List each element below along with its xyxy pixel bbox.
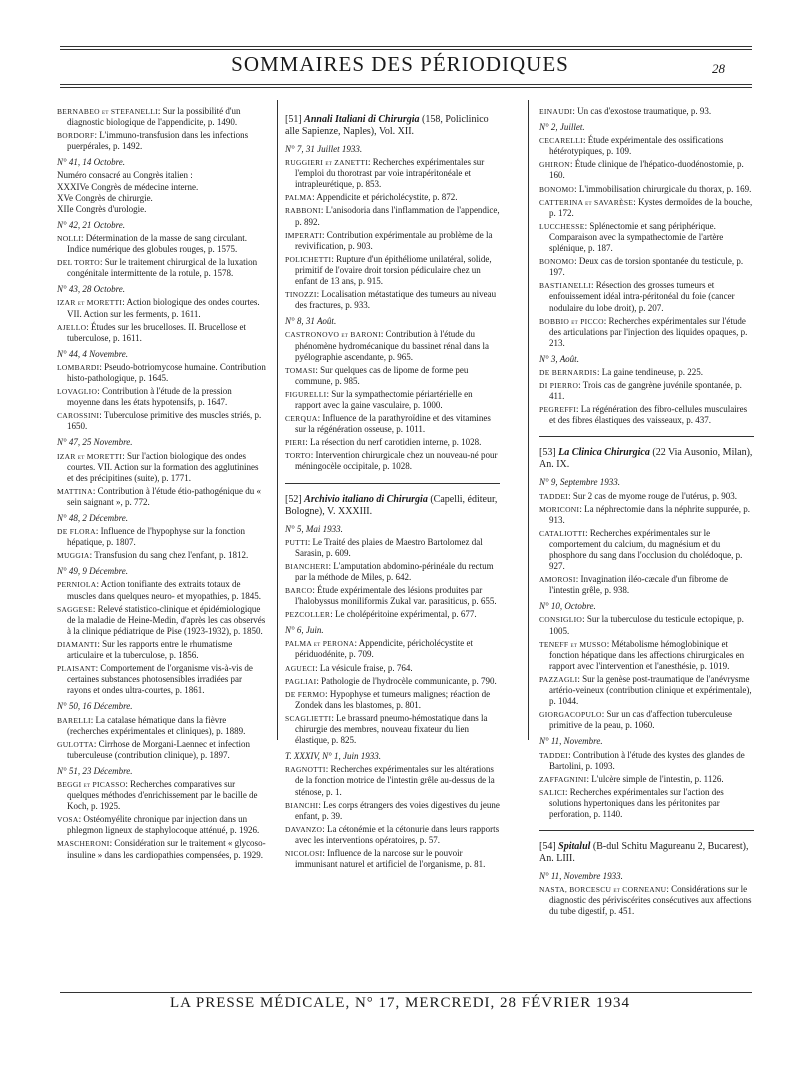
article-entry <box>539 639 754 672</box>
article-entry <box>285 609 500 620</box>
article-entry <box>539 614 754 636</box>
issue-heading: N° 6, Juin. <box>285 625 324 636</box>
article-title: : Ostéomyélite chronique par injection dans un phlegmon ligneux de staphylocoque atténué, p. 1926. <box>67 814 260 836</box>
article-title: : L'ulcère simple de l'intestin, p. 1126. <box>586 773 724 784</box>
article-title: : Étude clinique de l'hépatico-duodénostomie, p. 160. <box>549 159 744 181</box>
article-entry <box>57 639 267 661</box>
issue-heading: N° 3, Août. <box>539 353 579 364</box>
journal-name: Archivio italiano di Chirurgia <box>304 493 428 505</box>
article-author: PIERI <box>285 438 306 448</box>
article-entry <box>285 389 500 411</box>
journal-details: (22 Via Ausonio, Milan), An. IX. <box>539 447 753 471</box>
article-author: AJELLO <box>57 322 87 332</box>
article-entry <box>285 585 500 607</box>
article-title: : L'immobilisation chirurgicale du thorax, p. 169. <box>574 183 752 194</box>
issue-heading: N° 9, Septembre 1933. <box>539 477 621 488</box>
article-entry <box>285 365 500 387</box>
article-title: : Appendicite et péricholécystite, p. 872. <box>312 192 458 203</box>
article-author: BIANCHERI <box>285 561 329 571</box>
article-entry <box>539 709 754 731</box>
article-author: LUCCHESSE <box>539 221 585 231</box>
article-title: : La vésicule fraise, p. 764. <box>315 662 413 673</box>
article-entry <box>57 604 267 637</box>
article-author: ZAFFAGNINI <box>539 774 587 784</box>
article-author: GIORGACOPULO <box>539 710 602 720</box>
article-title: : Sur la genèse post-traumatique de l'anévrysme artério-veineux (contribution clinique et expérimentale), p. 1044. <box>549 673 752 707</box>
article-title: : L'immuno-transfusion dans les infections puerpérales, p. 1492. <box>67 130 249 152</box>
article-author: EINAUDI <box>539 107 573 116</box>
issue-heading: T. XXXIV, N° 1, Juin 1933. <box>285 751 382 762</box>
article-author: BIANCHI <box>285 800 319 810</box>
journal-name: Annali Italiani di Chirurgia <box>304 114 420 125</box>
issue-heading: N° 49, 9 Décembre. <box>57 566 128 577</box>
article-title: : Un cas d'exostose traumatique, p. 93. <box>572 106 712 116</box>
article-entry <box>285 230 500 252</box>
article-author: FIGURELLI <box>285 389 327 399</box>
section-separator <box>539 436 754 437</box>
article-entry <box>285 676 500 687</box>
article-entry <box>285 289 500 311</box>
article-title: : Influence de la narcose sur le pouvoir immunisant naturel et artificiel de l'organisme, p. 81. <box>295 847 486 870</box>
journal-heading <box>539 447 754 471</box>
article-author: PALMA <box>285 193 313 203</box>
article-entry <box>57 130 267 152</box>
article-title: : Contribution à l'étude des kystes des glandes de Bartolini, p. 1093. <box>549 749 745 771</box>
article-title: : Détermination de la masse de sang circulant. Indice numérique des globules rouges, p. 1575. <box>67 232 247 255</box>
journal-heading <box>539 841 754 865</box>
journal-number: [53] <box>539 447 559 459</box>
issue-heading: N° 8, 31 Août. <box>285 316 337 327</box>
article-title: : Deux cas de torsion spontanée du testicule, p. 197. <box>549 256 744 278</box>
article-author: PUTTI <box>285 537 308 547</box>
journal-heading <box>285 494 500 518</box>
article-title: : Recherches expérimentales sur l'action des solutions hypertoniques dans les péritonites par perforation, p. 1140. <box>549 786 724 819</box>
article-author: PLAISANT <box>57 664 96 674</box>
article-entry <box>57 663 267 696</box>
article-author: DE FERMO <box>285 689 326 699</box>
article-author: NOLLI <box>57 233 81 243</box>
article-title: : Recherches comparatives sur quelques méthodes d'enrichissement par le bacille de Koch, p. 1925. <box>67 778 258 812</box>
article-entry <box>539 504 754 526</box>
article-entry <box>57 451 267 484</box>
article-title: : Influence de l'hypophyse sur la fonction hépatique, p. 1807. <box>67 526 245 548</box>
article-title: : Kystes dermoïdes de la bouche, p. 172. <box>549 196 753 218</box>
article-title: : La cétonémie et la cétonurie dans leurs rapports avec les interventions opératoires, p. 57. <box>295 823 500 845</box>
article-author: DI PIERRO <box>539 381 579 391</box>
article-title: : Sur quelques cas de lipome de forme peu commune, p. 985. <box>295 364 469 386</box>
article-title: : Considérations sur le diagnostic des périviscérites consécutives aux affections du tube digestif, p. 451. <box>549 884 752 917</box>
article-entry <box>539 404 754 426</box>
article-author: AMOROSI <box>539 575 576 585</box>
article-entry <box>539 774 754 785</box>
article-entry <box>285 192 500 203</box>
article-entry <box>539 380 754 402</box>
article-entry <box>285 800 500 822</box>
article-title: : Sur la tuberculose du testicule ectopique, p. 1005. <box>549 614 744 636</box>
top-rule-inner <box>60 49 752 50</box>
issue-heading: N° 44, 4 Novembre. <box>57 348 129 359</box>
article-author: CECARELLI <box>539 136 583 146</box>
article-title: : La catalase hématique dans la fièvre (recherches expérimentales et cliniques), p. 1889. <box>67 714 246 736</box>
section-separator <box>539 830 754 831</box>
article-author: CATALIOTTI <box>539 528 586 538</box>
article-entry <box>57 550 267 561</box>
article-entry <box>285 713 500 746</box>
article-author: TENEFF et MUSSO <box>539 639 607 649</box>
article-entry <box>57 362 267 384</box>
article-author: DE FLORA <box>57 527 96 537</box>
article-entry <box>539 574 754 596</box>
article-author: RUGGIERI et ZANETTI <box>285 158 369 168</box>
article-title: : Contribution à l'étude de la pression moyenne dans les états hypotensifs, p. 1647. <box>67 386 232 408</box>
article-title: : Splénectomie et sang périphérique. Comparaison avec la sympathectomie de l'artère splénique, p. 187. <box>549 220 724 254</box>
article-author: CERQUA <box>285 414 318 424</box>
article-title: : Contribution à l'étude étio-pathogénique du « sein saignant », p. 772. <box>67 485 261 507</box>
article-entry <box>57 297 267 319</box>
article-entry <box>57 779 267 812</box>
article-author: GULOTTA <box>57 739 94 749</box>
article-title: : Étude expérimentale des lésions produites par l'halobyssus moniliformis Zukal var. parasiticus, p. 655. <box>295 585 497 607</box>
journal-details: (Capelli, éditeur, Bologne), V. XXXIII. <box>285 493 498 517</box>
article-author: MUGGIA <box>57 551 90 561</box>
article-entry <box>285 824 500 846</box>
article-author: POLICHETTI <box>285 254 332 264</box>
article-author: TADDEI <box>539 750 569 760</box>
journal-number: [54] <box>539 841 559 853</box>
article-entry <box>285 764 500 797</box>
top-rule <box>60 46 752 47</box>
issue-heading: N° 43, 28 Octobre. <box>57 284 126 295</box>
article-title: : Le Traité des plaies de Maestro Bartolomez dal Sarasin, p. 609. <box>295 536 483 558</box>
issue-heading: N° 50, 16 Décembre. <box>57 701 133 712</box>
article-entry <box>285 663 500 674</box>
article-title: : Rupture d'un épithéliome unilatéral, solide, primitif de l'ovaire droit torsion pédiculaire chez un enfant de 13 ans, p. 915. <box>295 253 492 287</box>
page-title: SOMMAIRES DES PÉRIODIQUES <box>231 52 569 76</box>
article-author: MATTINA <box>57 486 93 496</box>
title-rule <box>60 84 752 85</box>
page-footer: LA PRESSE MÉDICALE, N° 17, MERCREDI, 28 FÉVRIER 1934 <box>169 995 631 1011</box>
article-title: : La résection du nerf carotidien interne, p. 1028. <box>305 437 482 448</box>
footer-rule <box>60 992 752 993</box>
article-author: TINOZZI <box>285 290 317 300</box>
article-title: : Relevé statistico-clinique et épidémiologique de la maladie de Heine-Medin, d'après les cas observés à la clinique pédiatrique de Pise (1923-1932), p. 1850. <box>67 603 266 636</box>
article-author: PERNIOLA <box>57 580 97 590</box>
article-author: BOBBIO et PICCO <box>539 316 604 326</box>
article-author: BERNABEO et STEFANELLI <box>57 107 158 116</box>
article-author: BASTIANELLI <box>539 281 592 291</box>
article-author: DE BERNARDIS <box>539 367 597 377</box>
article-entry <box>285 205 500 227</box>
article-author: AGUECI <box>285 663 316 673</box>
article-author: IMPERATI <box>285 230 322 240</box>
article-entry <box>57 257 267 279</box>
journal-heading <box>285 114 500 138</box>
article-author: BONOMO <box>539 257 575 267</box>
title-rule-inner <box>60 87 752 88</box>
article-author: PAGLIAI <box>285 676 317 686</box>
article-entry <box>539 256 754 278</box>
article-title: : Tuberculose primitive des muscles striés, p. 1650. <box>67 410 262 432</box>
article-title: : Localisation métastatique des tumeurs au niveau des fractures, p. 933. <box>295 289 497 311</box>
article-title: : Sur les rapports entre le rhumatisme articulaire et la tuberculose, p. 1856. <box>67 638 233 661</box>
article-title: : Contribution à l'étude du phénomène hydromécanique du bassinet rénal dans la pyélographie ascendante, p. 965. <box>295 329 489 362</box>
article-entry <box>539 674 754 707</box>
article-author: CONSIGLIO <box>539 615 583 625</box>
article-title: : Transfusion du sang chez l'enfant, p. 1812. <box>89 550 249 561</box>
article-author: VOSA <box>57 815 79 825</box>
article-entry <box>539 884 754 917</box>
article-title: : Sur l'action biologique des ondes courtes. VII. Action sur la formation des agglutinines et des précipitines (suite), p. 1771. <box>67 450 259 483</box>
article-title: : L'anisodoria dans l'inflammation de l'appendice, p. 892. <box>295 205 500 227</box>
article-title: : Trois cas de gangrène juvénile spontanée, p. 411. <box>549 380 742 402</box>
article-author: SAGGESE <box>57 604 93 614</box>
article-author: PEZCOLLER <box>285 610 331 620</box>
article-entry <box>57 838 267 860</box>
issue-heading: N° 2, Juillet. <box>539 122 585 133</box>
article-entry <box>539 528 754 572</box>
article-author: LOVAGLIO <box>57 387 98 397</box>
issue-note: XXXIVe Congrès de médecine interne. <box>57 181 199 192</box>
article-entry <box>285 537 500 559</box>
article-author: TADDEI <box>539 491 569 501</box>
column-divider <box>277 100 278 740</box>
article-author: BARELLI <box>57 715 91 725</box>
article-title: : Influence de la parathyroïdine et des vitamines sur la régénération osseuse, p. 1011. <box>295 413 491 435</box>
article-entry <box>57 526 267 548</box>
article-title: : Sur la possibilité d'un diagnostic biologique de l'appendicite, p. 1490. <box>67 106 241 128</box>
article-author: DEL TORTO <box>57 258 101 268</box>
article-title: : Appendicite, péricholécystite et périduodénite, p. 709. <box>295 638 473 660</box>
article-author: MASCHERONI <box>57 839 110 849</box>
article-author: BARCO <box>285 586 313 595</box>
article-entry <box>539 787 754 820</box>
article-author: PEGREFFI <box>539 405 576 415</box>
article-entry <box>57 579 267 601</box>
article-entry <box>57 386 267 408</box>
article-title: : La régénération des fibro-cellules musculaires et des fibres élastiques des vaisseaux, p. 437. <box>549 404 748 426</box>
article-title: : Pathologie de l'hydrocèle communicante, p. 790. <box>316 675 497 686</box>
article-title: : Contribution expérimentale au problème de la revivification, p. 903. <box>295 229 493 251</box>
article-author: BONOMO <box>539 184 575 194</box>
article-entry <box>285 157 500 190</box>
article-author: PAZZAGLI <box>539 674 578 684</box>
issue-heading: N° 47, 25 Novembre. <box>57 437 133 448</box>
article-author: BORDORF <box>57 131 95 141</box>
column-3 <box>539 106 754 919</box>
article-entry <box>285 254 500 287</box>
journal-number: [52] <box>285 493 305 505</box>
article-author: TOMASI <box>285 365 316 375</box>
issue-note: XIIe Congrès d'urologie. <box>57 203 147 214</box>
article-entry <box>57 814 267 836</box>
article-entry <box>57 715 267 737</box>
column-2 <box>285 106 500 872</box>
article-entry <box>57 410 267 432</box>
issue-heading: N° 10, Octobre. <box>539 601 596 612</box>
article-title: : Recherches expérimentales sur le comportement du calcium, du magnésium et du phosphore du sang dans l'occlusion du cholédoque, p. 927. <box>549 527 743 572</box>
article-entry <box>57 106 267 128</box>
article-title: : Cirrhose de Morgani-Laennec et infection tuberculeuse (contribution clinique), p. 1897. <box>67 738 250 760</box>
article-entry <box>285 561 500 583</box>
article-title: : Résection des grosses tumeurs et enfouissement idéal intra-péritonéal du foie (cancer nodulaire du lobe droit), p. 207. <box>549 280 735 313</box>
article-title: : Sur un cas d'affection tuberculeuse primitive de la peau, p. 1060. <box>549 709 732 731</box>
article-entry <box>539 197 754 219</box>
article-title: : Invagination iléo-cæcale d'un fibrome de l'intestin grêle, p. 938. <box>549 574 729 596</box>
article-title: : Sur 2 cas de myome rouge de l'utérus, p. 903. <box>568 490 737 501</box>
article-title: : Recherches expérimentales sur les altérations de la fonction motrice de l'intestin grêle au-dessus de la sténose, p. 1. <box>295 764 495 797</box>
article-title: : Le cholépéritoine expérimental, p. 677. <box>330 609 477 620</box>
article-title: : Pseudo-botriomycose humaine. Contribution histo-pathologique, p. 1645. <box>67 361 266 383</box>
article-title: : Les corps étrangers des voies digestives du jeune enfant, p. 39. <box>295 799 500 821</box>
article-entry <box>285 437 500 448</box>
column-divider <box>528 100 529 740</box>
article-author: CASTRONOVO et BARONI <box>285 330 381 340</box>
article-title: : La néphrectomie dans la néphrite suppurée, p. 913. <box>549 503 751 525</box>
page-number: 28 <box>712 61 725 76</box>
article-title: : Recherches expérimentales sur l'étude des articulations par l'injection des liquides opaques, p. 213. <box>549 315 748 348</box>
article-entry <box>285 450 500 472</box>
article-entry <box>285 638 500 660</box>
section-separator <box>285 483 500 484</box>
journal-name: Spitalul <box>558 841 591 853</box>
issue-heading: N° 11, Novembre 1933. <box>539 871 623 882</box>
article-title: : Sur le traitement chirurgical de la luxation congénitale intermittente de la rotule, p. 1578. <box>67 257 258 279</box>
article-entry <box>539 184 754 195</box>
issue-heading: N° 7, 31 Juillet 1933. <box>285 144 363 154</box>
article-entry <box>285 689 500 711</box>
issue-heading: N° 5, Mai 1933. <box>285 523 343 534</box>
article-author: RABBONI <box>285 206 321 216</box>
issue-heading: N° 11, Novembre. <box>539 736 603 747</box>
issue-heading: N° 41, 14 Octobre. <box>57 157 126 168</box>
article-author: NASTA, BORCESCU et CORNEANU <box>539 885 667 895</box>
article-entry <box>285 848 500 870</box>
article-entry <box>57 322 267 344</box>
article-entry <box>539 221 754 254</box>
article-title: : Études sur les brucelloses. II. Brucellose et tuberculose, p. 1611. <box>67 321 247 343</box>
article-author: IZAR et MORETTI <box>57 451 123 461</box>
article-title: : Sur la sympathectomie périartérielle en rapport avec la gaine vasculaire, p. 1000. <box>295 388 473 410</box>
article-entry <box>539 367 754 378</box>
article-author: DIAMANTI <box>57 639 98 649</box>
article-title: : Action tonifiante des extraits totaux de muscles dans quelques neuro- et myopathies, p. 1845. <box>67 579 261 601</box>
issue-note: XVe Congrès de chirurgie. <box>57 192 153 203</box>
issue-heading: N° 48, 2 Décembre. <box>57 513 128 523</box>
article-title: : L'amputation abdomino-périnéale du rectum par la méthode de Miles, p. 642. <box>295 560 494 582</box>
article-entry <box>57 233 267 255</box>
article-author: IZAR et MORETTI <box>57 298 123 308</box>
column-1 <box>57 106 267 863</box>
article-author: CATTERINA et SAVARÈSE <box>539 197 634 207</box>
article-author: PALMA et PERONA <box>285 639 355 649</box>
journal-name: La Clinica Chirurgica <box>558 447 650 459</box>
issue-heading: N° 42, 21 Octobre. <box>57 219 126 230</box>
article-title: : Hypophyse et tumeurs malignes; réaction de Zondek dans les blastomes, p. 801. <box>295 688 491 710</box>
article-author: DAVANZO <box>285 824 323 834</box>
issue-heading: N° 51, 23 Décembre. <box>57 765 133 776</box>
article-title: : Action biologique des ondes courtes. VII. Action sur les ferments, p. 1611. <box>67 297 260 319</box>
article-entry <box>539 491 754 502</box>
article-title: : Recherches expérimentales sur l'emploi du thorotrast par voie intrapéritonéale et intrapleurétique, p. 853. <box>295 157 485 190</box>
article-title: : Comportement de l'organisme vis-à-vis de certaines substances photosensibles irradiées par rayons et ondes ultra-courtes, p. 1861. <box>67 663 253 696</box>
article-entry <box>539 280 754 313</box>
article-entry <box>539 750 754 772</box>
article-author: LOMBARDI <box>57 362 100 372</box>
article-entry <box>539 316 754 349</box>
article-author: GHIRON <box>539 160 570 170</box>
article-entry <box>539 106 754 117</box>
article-author: SCAGLIETTI <box>285 713 332 723</box>
article-author: CAROSSINI <box>57 411 100 421</box>
article-title: : La gaine tendineuse, p. 225. <box>596 366 703 377</box>
article-title: : Étude expérimentale des ossifications hétérotypiques, p. 109. <box>549 135 724 157</box>
article-entry <box>57 739 267 761</box>
article-author: SALICI <box>539 787 565 797</box>
article-author: RAGNOTTI <box>285 765 326 775</box>
journal-details: (158, Policlinico alle Sapienze, Naples), Vol. XII. <box>285 114 489 137</box>
article-author: TORTO <box>285 451 311 461</box>
article-entry <box>539 159 754 181</box>
article-entry <box>539 135 754 157</box>
article-entry <box>57 486 267 508</box>
journal-details: (B-dul Schitu Magureanu 2, Bucarest), An. LIII. <box>539 841 749 865</box>
journal-number: [51] <box>285 114 305 125</box>
article-entry <box>285 329 500 362</box>
article-title: : Métabolisme hémoglobinique et fonction hépatique dans les affections chirurgicales en rapport avec l'intervention et l'anesthésie, p. 1019. <box>549 638 745 671</box>
issue-note: Numéro consacré au Congrès italien : <box>57 170 193 181</box>
article-title: : Intervention chirurgicale chez un nouveau-né pour méningocèle occipitale, p. 1028. <box>295 450 498 472</box>
article-entry <box>285 413 500 435</box>
article-author: NICOLOSI <box>285 848 323 858</box>
article-author: BEGGI et PICASSO <box>57 779 126 789</box>
article-title: : Considération sur le traitement « glycoso-insuline » dans les cardiopathies compensées, p. 1929. <box>67 838 266 860</box>
article-title: : Le brassard pneumo-hémostatique dans la chirurgie des membres, nouveau fixateur du lien élastique, p. 825. <box>295 712 488 746</box>
article-author: MORICONI <box>539 504 580 514</box>
